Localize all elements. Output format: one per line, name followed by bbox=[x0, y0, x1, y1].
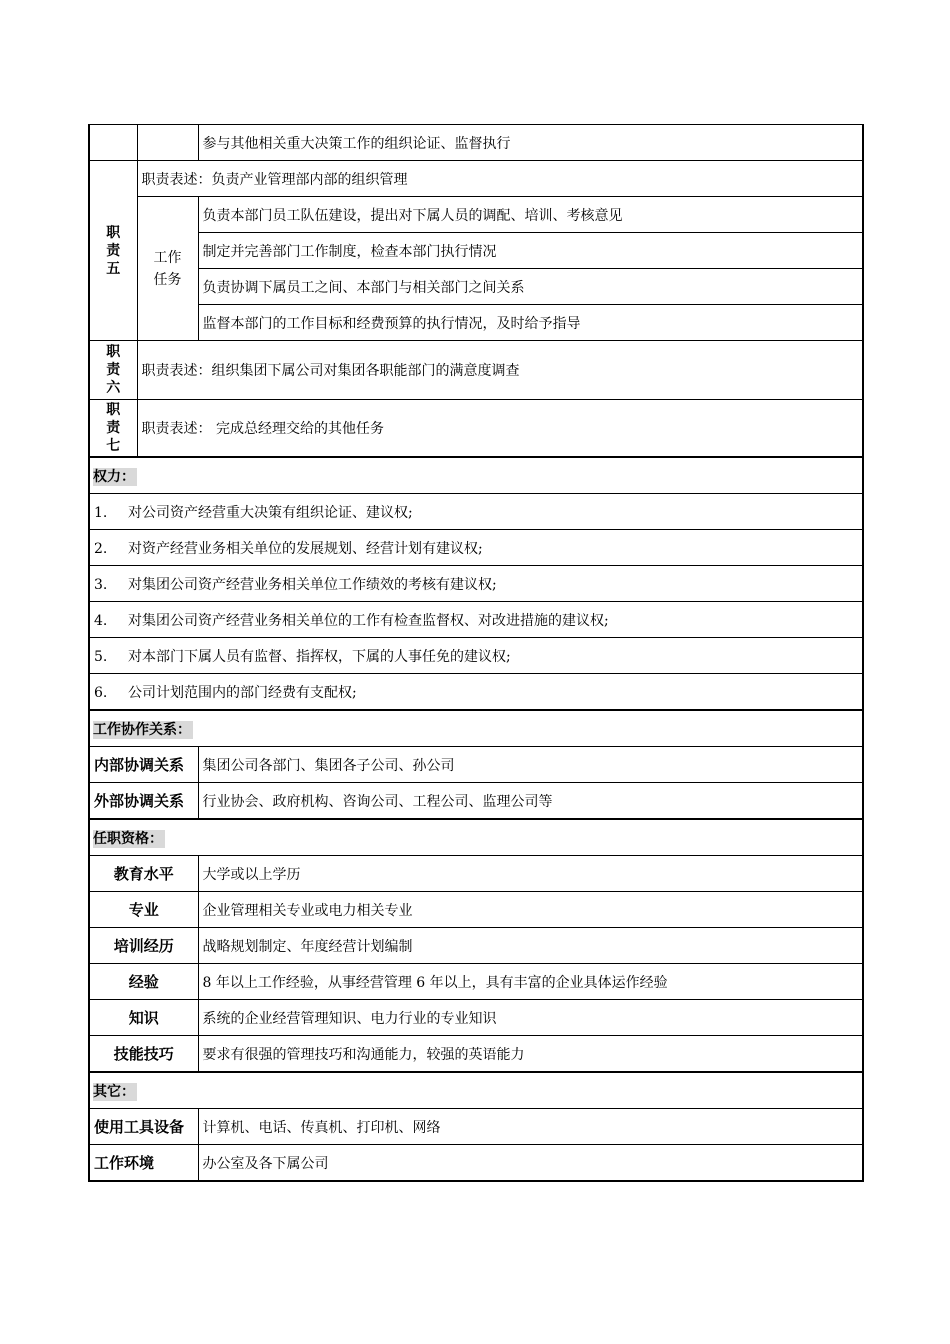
duty5-label: 职 责 五 bbox=[89, 161, 137, 341]
power-section-header bbox=[89, 457, 863, 494]
duty7-label: 职 责 七 bbox=[89, 400, 137, 458]
duty-task-text: 参与其他相关重大决策工作的组织论证、监督执行 bbox=[198, 125, 863, 161]
power-item-number: 5. bbox=[94, 648, 108, 665]
empty-cell bbox=[89, 125, 137, 161]
other-title: 其它： bbox=[93, 1083, 135, 1100]
qualification-row bbox=[89, 1036, 863, 1073]
qualification-value: 企业管理相关专业或电力相关专业 bbox=[198, 892, 863, 928]
power-item-text: 对资产经营业务相关单位的发展规划、经营计划有建议权; bbox=[128, 540, 483, 557]
other-label: 使用工具设备 bbox=[89, 1109, 198, 1145]
cooperation-row bbox=[89, 783, 863, 820]
other-label: 工作环境 bbox=[89, 1145, 198, 1182]
power-item-text: 公司计划范围内的部门经费有支配权; bbox=[128, 684, 357, 701]
other-section-header bbox=[89, 1072, 863, 1109]
duty5-task-row bbox=[89, 197, 863, 233]
power-item-text: 对集团公司资产经营业务相关单位工作绩效的考核有建议权; bbox=[128, 576, 497, 593]
power-item-text: 对公司资产经营重大决策有组织论证、建议权; bbox=[128, 504, 413, 521]
duty5-task-row bbox=[89, 233, 863, 269]
power-item-text: 对集团公司资产经营业务相关单位的工作有检查监督权、对改进措施的建议权; bbox=[128, 612, 609, 629]
duty7-statement: 职责表述： 完成总经理交给的其他任务 bbox=[137, 400, 863, 458]
empty-cell bbox=[137, 125, 198, 161]
qualification-label: 教育水平 bbox=[89, 856, 198, 892]
power-item-number: 4. bbox=[94, 612, 108, 629]
qualification-row bbox=[89, 856, 863, 892]
qualification-value: 要求有很强的管理技巧和沟通能力，较强的英语能力 bbox=[198, 1036, 863, 1073]
power-item bbox=[89, 566, 863, 602]
power-item bbox=[89, 530, 863, 566]
qualification-section-header bbox=[89, 819, 863, 856]
duty-continuation-row bbox=[89, 125, 863, 161]
duty7-row bbox=[89, 400, 863, 458]
duty5-task: 制定并完善部门工作制度，检查本部门执行情况 bbox=[198, 233, 863, 269]
duty5-task-label: 工作 任务 bbox=[137, 197, 198, 341]
power-item bbox=[89, 638, 863, 674]
cooperation-title: 工作协作关系： bbox=[93, 721, 191, 738]
qualification-label: 培训经历 bbox=[89, 928, 198, 964]
duty6-statement: 职责表述：组织集团下属公司对集团各职能部门的满意度调查 bbox=[137, 341, 863, 400]
power-item-number: 2. bbox=[94, 540, 108, 557]
qualification-row bbox=[89, 928, 863, 964]
cooperation-value: 行业协会、政府机构、咨询公司、工程公司、监理公司等 bbox=[198, 783, 863, 820]
duty5-statement: 职责表述：负责产业管理部内部的组织管理 bbox=[137, 161, 863, 197]
duty5-task: 负责协调下属员工之间、本部门与相关部门之间关系 bbox=[198, 269, 863, 305]
cooperation-label: 外部协调关系 bbox=[89, 783, 198, 820]
qualification-value: 大学或以上学历 bbox=[198, 856, 863, 892]
qualification-label: 经验 bbox=[89, 964, 198, 1000]
power-item-number: 3. bbox=[94, 576, 108, 593]
power-item-number: 6. bbox=[94, 684, 108, 701]
qualification-row bbox=[89, 1000, 863, 1036]
power-item bbox=[89, 602, 863, 638]
duty5-statement-row bbox=[89, 161, 863, 197]
power-item-text: 对本部门下属人员有监督、指挥权，下属的人事任免的建议权; bbox=[128, 648, 511, 665]
qualification-value: 战略规划制定、年度经营计划编制 bbox=[198, 928, 863, 964]
duty5-task-row bbox=[89, 305, 863, 341]
qualification-title: 任职资格： bbox=[93, 830, 163, 847]
power-title: 权力： bbox=[93, 468, 135, 485]
qualification-label: 专业 bbox=[89, 892, 198, 928]
duty6-label: 职 责 六 bbox=[89, 341, 137, 400]
job-description-page bbox=[88, 124, 862, 1182]
power-item bbox=[89, 494, 863, 530]
qualification-row bbox=[89, 964, 863, 1000]
cooperation-value: 集团公司各部门、集团各子公司、孙公司 bbox=[198, 747, 863, 783]
power-item-number: 1. bbox=[94, 504, 108, 521]
duty6-row bbox=[89, 341, 863, 400]
other-row bbox=[89, 1145, 863, 1182]
other-value: 计算机、电话、传真机、打印机、网络 bbox=[198, 1109, 863, 1145]
duty5-task: 监督本部门的工作目标和经费预算的执行情况，及时给予指导 bbox=[198, 305, 863, 341]
cooperation-row bbox=[89, 747, 863, 783]
cooperation-section-header bbox=[89, 710, 863, 747]
duty5-task-row bbox=[89, 269, 863, 305]
qualification-label: 知识 bbox=[89, 1000, 198, 1036]
other-value: 办公室及各下属公司 bbox=[198, 1145, 863, 1182]
qualification-label: 技能技巧 bbox=[89, 1036, 198, 1073]
cooperation-label: 内部协调关系 bbox=[89, 747, 198, 783]
duty5-task: 负责本部门员工队伍建设，提出对下属人员的调配、培训、考核意见 bbox=[198, 197, 863, 233]
qualification-row bbox=[89, 892, 863, 928]
job-description-table bbox=[88, 124, 864, 1182]
qualification-value: 8 年以上工作经验，从事经营管理 6 年以上，具有丰富的企业具体运作经验 bbox=[198, 964, 863, 1000]
qualification-value: 系统的企业经营管理知识、电力行业的专业知识 bbox=[198, 1000, 863, 1036]
other-row bbox=[89, 1109, 863, 1145]
power-item bbox=[89, 674, 863, 711]
